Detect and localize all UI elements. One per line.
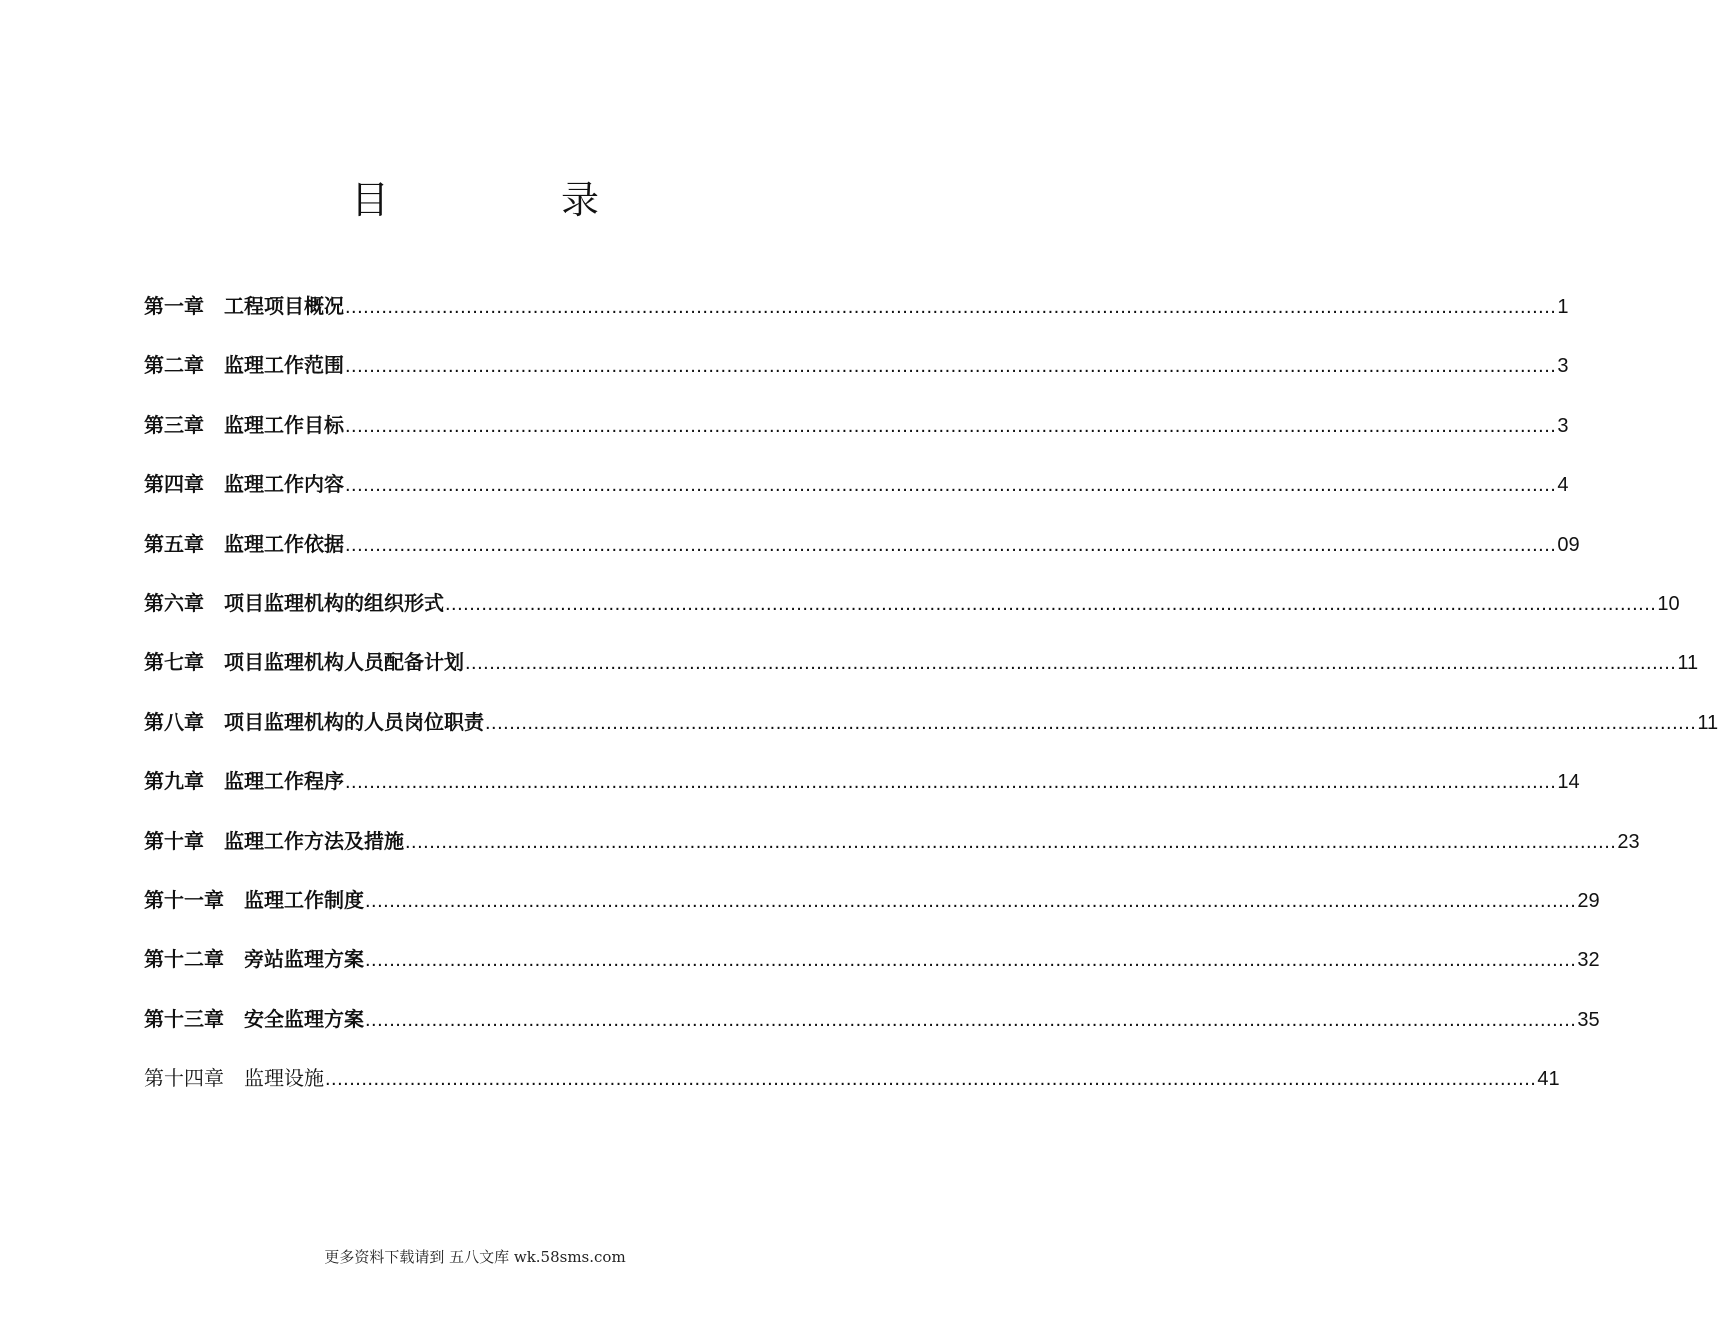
toc-chapter-title: 监理工作依据 (224, 531, 344, 556)
toc-chapter-title: 监理设施 (244, 1066, 324, 1091)
toc-chapter-title: 工程项目概况 (224, 294, 344, 318)
toc-dot-leader: ........................................................................................................................................................................................................ (345, 414, 1557, 437)
table-of-contents (144, 288, 1718, 1119)
toc-page-number: 3 (1557, 355, 1569, 378)
toc-dot-leader: ........................................................................................................................................................................................................ (345, 533, 1557, 556)
toc-chapter-title: 监理工作目标 (224, 412, 344, 437)
toc-chapter-number: 第一章 (144, 294, 204, 318)
toc-page-number: 14 (1557, 771, 1580, 794)
toc-entry[interactable] (144, 466, 1569, 525)
toc-chapter-number: 第七章 (144, 650, 204, 675)
toc-dot-leader: ........................................................................................................................................................................................................ (485, 711, 1697, 734)
toc-page-number: 3 (1557, 414, 1569, 437)
toc-entry[interactable] (144, 288, 1569, 347)
toc-page-number: 11 (1677, 652, 1699, 675)
toc-dot-leader: ........................................................................................................................................................................................................ (325, 1068, 1537, 1091)
toc-page-number: 32 (1577, 949, 1600, 972)
toc-chapter-title: 监理工作方法及措施 (224, 828, 404, 853)
toc-chapter-title: 监理工作范围 (224, 353, 344, 378)
toc-dot-leader: ........................................................................................................................................................................................................ (445, 592, 1657, 615)
toc-chapter-number: 第六章 (144, 590, 204, 615)
toc-page-number: 09 (1557, 533, 1580, 556)
toc-chapter-number: 第九章 (144, 769, 204, 794)
toc-chapter-title: 项目监理机构的组织形式 (224, 590, 444, 615)
toc-chapter-number: 第十章 (144, 828, 204, 853)
toc-chapter-title: 安全监理方案 (244, 1006, 364, 1031)
toc-page-number: 11 (1697, 711, 1718, 734)
toc-chapter-title: 监理工作程序 (224, 769, 344, 794)
toc-chapter-number: 第十二章 (144, 947, 224, 972)
toc-chapter-number: 第五章 (144, 531, 204, 556)
toc-chapter-title: 旁站监理方案 (244, 947, 364, 972)
page-title: 目 录 (350, 178, 680, 222)
toc-chapter-title: 监理工作制度 (244, 887, 364, 912)
toc-entry[interactable] (144, 882, 1600, 941)
toc-chapter-number: 第四章 (144, 472, 204, 497)
toc-dot-leader: ........................................................................................................................................................................................................ (345, 771, 1557, 794)
toc-entry[interactable] (144, 1001, 1600, 1060)
toc-chapter-title: 监理工作内容 (224, 472, 344, 497)
toc-chapter-number: 第十一章 (144, 887, 224, 912)
toc-chapter-number: 第十四章 (144, 1066, 224, 1091)
toc-page-number: 35 (1577, 1008, 1600, 1031)
toc-entry[interactable] (144, 704, 1718, 763)
toc-chapter-number: 第十三章 (144, 1006, 224, 1031)
toc-page-number: 29 (1577, 889, 1600, 912)
toc-entry[interactable] (144, 823, 1640, 882)
toc-page-number: 10 (1657, 592, 1680, 615)
toc-entry[interactable] (144, 585, 1680, 644)
toc-dot-leader: ........................................................................................................................................................................................................ (465, 652, 1677, 675)
toc-dot-leader: ........................................................................................................................................................................................................ (345, 296, 1557, 318)
toc-dot-leader: ........................................................................................................................................................................................................ (345, 474, 1557, 497)
toc-page-number: 23 (1617, 830, 1640, 853)
toc-dot-leader: ........................................................................................................................................................................................................ (365, 889, 1577, 912)
toc-dot-leader: ........................................................................................................................................................................................................ (405, 830, 1617, 853)
toc-dot-leader: ........................................................................................................................................................................................................ (345, 355, 1557, 378)
toc-chapter-number: 第八章 (144, 709, 204, 734)
toc-chapter-number: 第三章 (144, 412, 204, 437)
toc-dot-leader: ........................................................................................................................................................................................................ (365, 949, 1577, 972)
toc-entry[interactable] (144, 407, 1569, 466)
toc-entry[interactable] (144, 644, 1699, 703)
toc-chapter-title: 项目监理机构人员配备计划 (224, 650, 464, 675)
toc-entry[interactable] (144, 347, 1569, 406)
toc-chapter-number: 第二章 (144, 353, 204, 378)
page-footer: 更多资料下载请到 五八文库 wk.58sms.com (324, 1248, 626, 1266)
toc-entry[interactable] (144, 941, 1600, 1000)
toc-page-number: 1 (1557, 296, 1569, 318)
toc-entry[interactable] (144, 526, 1580, 585)
toc-page-number: 41 (1537, 1068, 1560, 1091)
toc-dot-leader: ........................................................................................................................................................................................................ (365, 1008, 1577, 1031)
toc-page-number: 4 (1557, 474, 1569, 497)
toc-entry[interactable] (144, 763, 1580, 822)
toc-chapter-title: 项目监理机构的人员岗位职责 (224, 709, 484, 734)
toc-entry[interactable] (144, 1060, 1560, 1119)
